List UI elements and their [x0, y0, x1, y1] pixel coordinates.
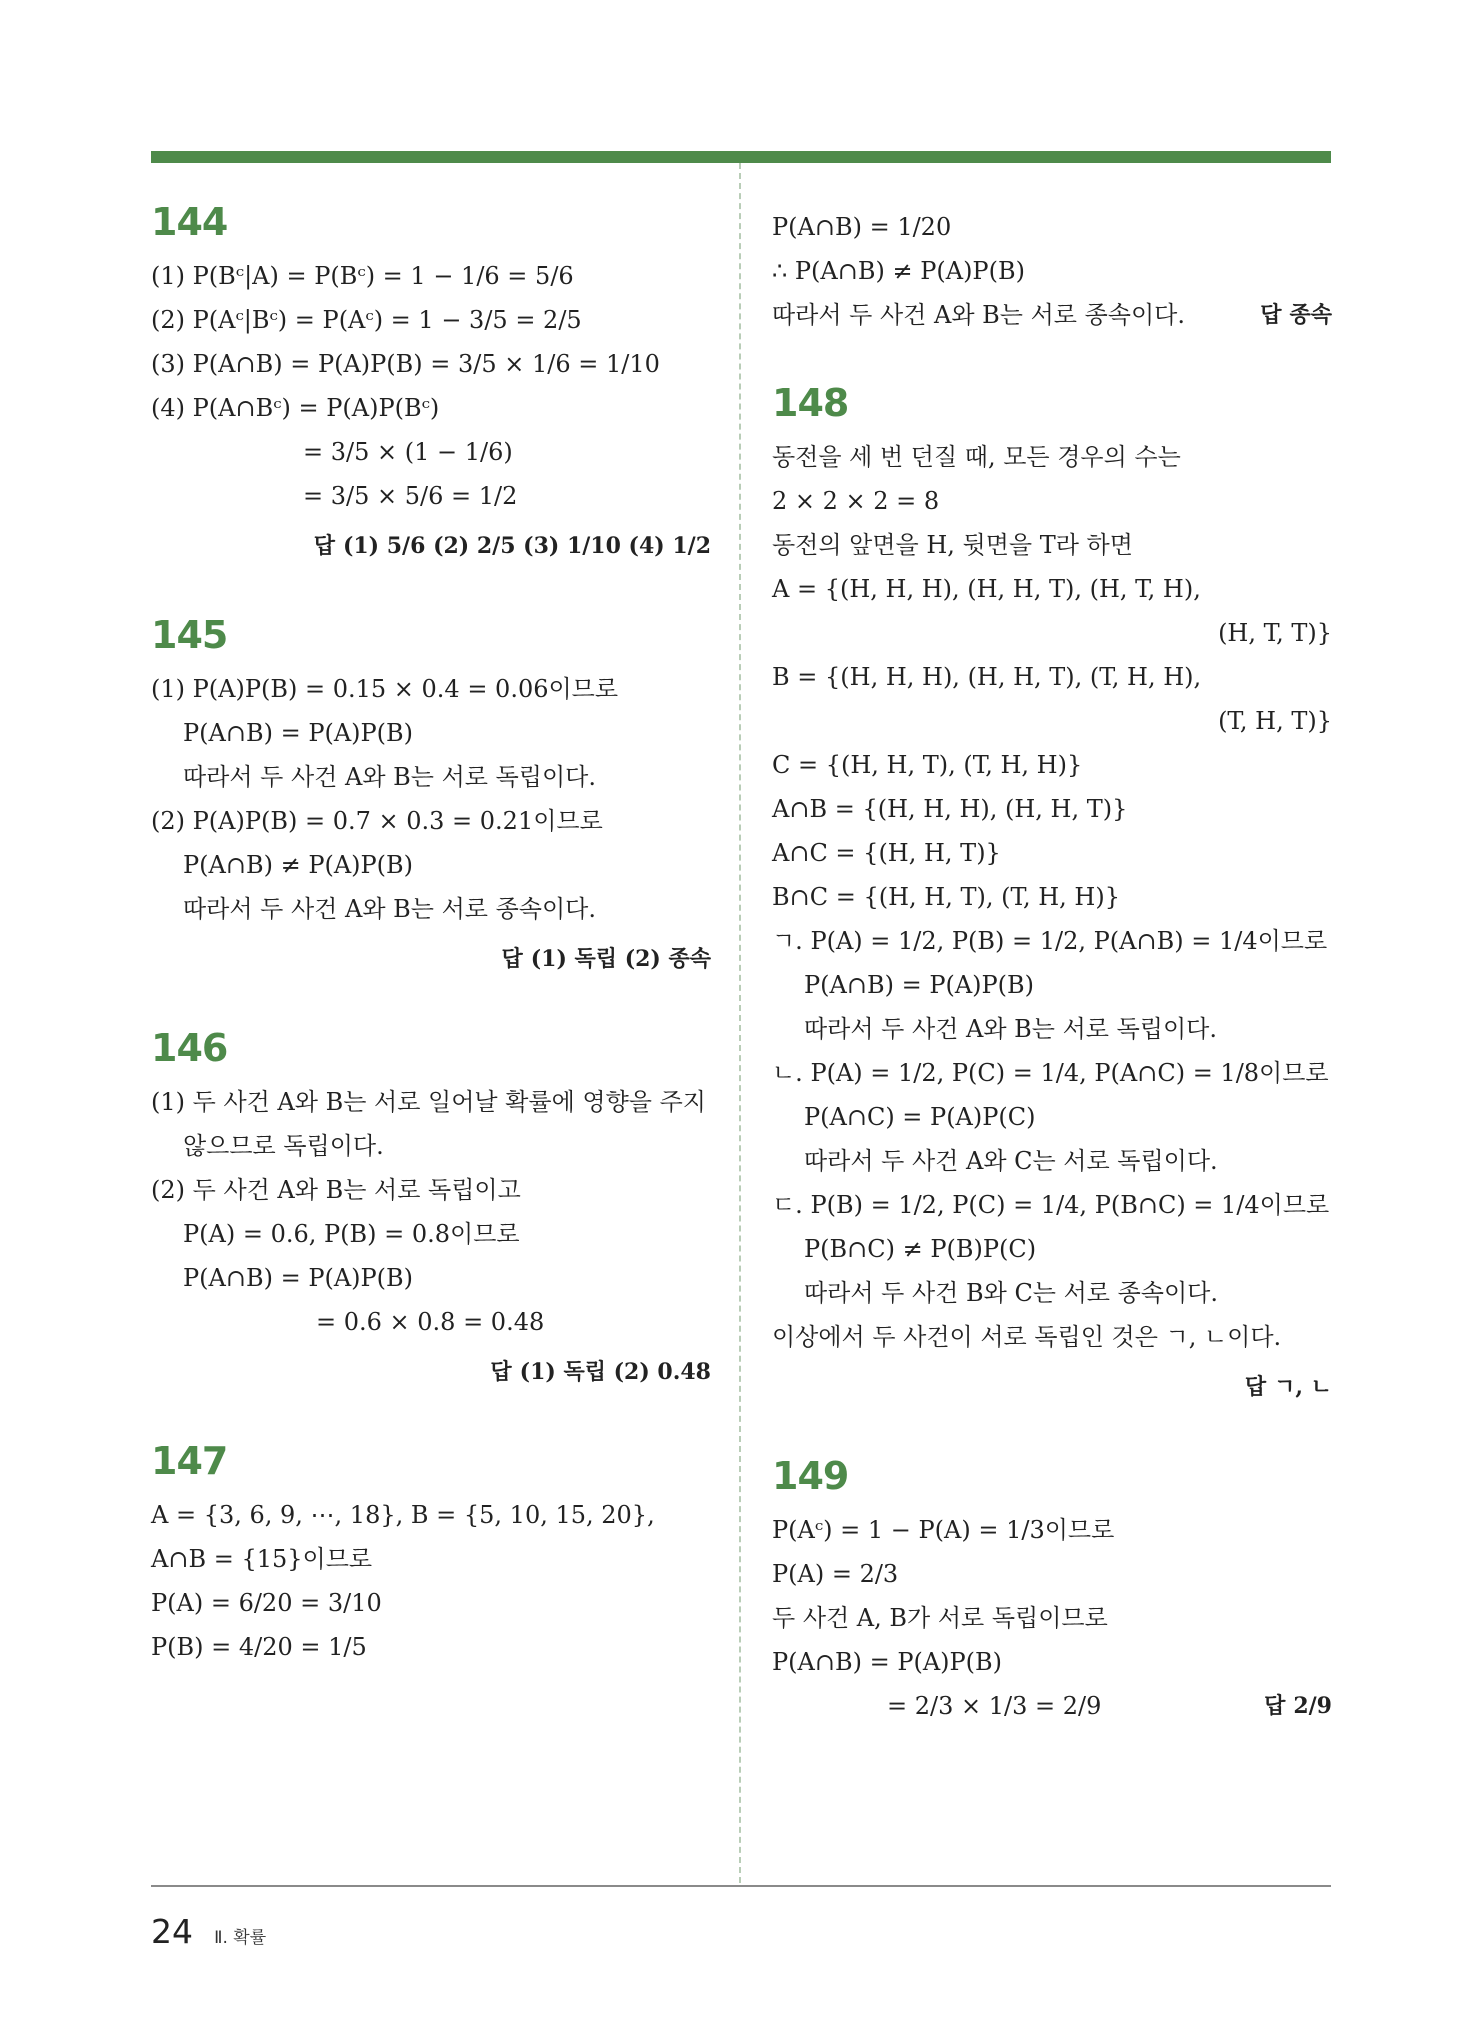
solution-line: (2) 두 사건 A와 B는 서로 독립이고 — [151, 1176, 521, 1204]
answer — [1264, 1684, 1332, 1729]
section-title: Ⅱ. 확률 — [214, 1928, 267, 1948]
solution-line: C = {(H, H, T), (T, H, H)} — [772, 751, 1083, 779]
problem-number: 145 — [151, 613, 228, 657]
solution-text: = 2/3 × 1/3 = 2/9 — [887, 1692, 1102, 1720]
solution-line: ∴ P(A∩B) ≠ P(A)P(B) — [772, 257, 1025, 285]
solution-line: ㄱ. P(A) = 1/2, P(B) = 1/2, P(A∩B) = 1/4이므로 — [772, 927, 1328, 955]
solution-line — [772, 293, 1332, 337]
solution-line: P(A) = 0.6, P(B) = 0.8이므로 — [183, 1220, 520, 1248]
solution-line: 따라서 두 사건 A와 C는 서로 독립이다. — [804, 1147, 1218, 1175]
problem-number: 147 — [151, 1439, 228, 1483]
solution-line: P(Aᶜ) = 1 − P(A) = 1/3이므로 — [772, 1516, 1115, 1544]
answer-label: 답 — [313, 534, 335, 559]
solution-line: P(A∩B) ≠ P(A)P(B) — [183, 851, 414, 879]
answer-value: 종속 — [1289, 302, 1332, 328]
solution-line: = 0.6 × 0.8 = 0.48 — [316, 1308, 545, 1336]
answer-label: 답 — [501, 947, 523, 972]
problem-145 — [151, 613, 711, 982]
solution-line: ㄴ. P(A) = 1/2, P(C) = 1/4, P(A∩C) = 1/8이므로 — [772, 1059, 1329, 1087]
solution-line: A∩B = {15}이므로 — [151, 1545, 373, 1573]
problem-147-continued — [772, 205, 1332, 337]
solution-line: B∩C = {(H, H, T), (T, H, H)} — [772, 883, 1120, 911]
solution-line: A∩C = {(H, H, T)} — [772, 839, 1001, 867]
solution-line: P(A) = 2/3 — [772, 1560, 899, 1588]
answer-label: 답 — [1244, 1375, 1267, 1400]
answer-label: 답 — [490, 1360, 512, 1385]
solution-line: 2 × 2 × 2 = 8 — [772, 487, 940, 515]
solution-line: 따라서 두 사건 A와 B는 서로 독립이다. — [804, 1015, 1217, 1043]
solution-text: 따라서 두 사건 A와 B는 서로 종속이다. — [772, 301, 1185, 329]
solution-line: P(B) = 4/20 = 1/5 — [151, 1633, 367, 1661]
solution-line — [772, 1684, 1332, 1728]
problem-147 — [151, 1439, 711, 1669]
page-number: 24 — [151, 1912, 193, 1951]
solution-line: (2) P(A)P(B) = 0.7 × 0.3 = 0.21이므로 — [151, 807, 603, 835]
solution-line: 두 사건 A, B가 서로 독립이므로 — [772, 1604, 1108, 1632]
solution-line: ㄷ. P(B) = 1/2, P(C) = 1/4, P(B∩C) = 1/4이므로 — [772, 1191, 1330, 1219]
answer — [151, 1350, 711, 1395]
solution-line: P(A∩C) = P(A)P(C) — [804, 1103, 1036, 1131]
answer-value: (1) 독립 (2) 0.48 — [519, 1359, 711, 1385]
solution-line: P(A∩B) = P(A)P(B) — [183, 1264, 414, 1292]
solution-line: = 3/5 × (1 − 1/6) — [303, 438, 513, 466]
problem-148 — [772, 381, 1332, 1410]
answer — [772, 1365, 1332, 1410]
solution-line: 따라서 두 사건 A와 B는 서로 종속이다. — [183, 895, 596, 923]
solution-line: 이상에서 두 사건이 서로 독립인 것은 ㄱ, ㄴ이다. — [772, 1323, 1282, 1351]
answer-value: ㄱ, ㄴ — [1274, 1374, 1332, 1400]
solution-line: (1) P(A)P(B) = 0.15 × 0.4 = 0.06이므로 — [151, 675, 619, 703]
solution-line: P(A∩B) = P(A)P(B) — [183, 719, 414, 747]
solution-line: (T, H, T)} — [1218, 707, 1332, 735]
left-column — [151, 200, 711, 1713]
column-divider — [739, 163, 741, 1883]
problem-number: 144 — [151, 200, 228, 244]
solution-line: P(A∩B) = 1/20 — [772, 213, 952, 241]
answer — [1260, 293, 1332, 338]
problem-number: 146 — [151, 1026, 228, 1070]
solution-line: (H, T, T)} — [1218, 619, 1332, 647]
answer-label: 답 — [1260, 303, 1282, 328]
solution-line: 않으므로 독립이다. — [183, 1132, 384, 1160]
solution-line: 동전의 앞면을 H, 뒷면을 T라 하면 — [772, 531, 1133, 559]
problem-146 — [151, 1026, 711, 1395]
solution-line: A∩B = {(H, H, H), (H, H, T)} — [772, 795, 1128, 823]
problem-number: 149 — [772, 1454, 849, 1498]
answer-value: 2/9 — [1293, 1693, 1332, 1719]
solution-line: A = {3, 6, 9, ⋯, 18}, B = {5, 10, 15, 20}, — [151, 1501, 655, 1529]
solution-line: P(A∩B) = P(A)P(B) — [804, 971, 1035, 999]
solution-line: B = {(H, H, H), (H, H, T), (T, H, H), — [772, 663, 1202, 691]
problem-144 — [151, 200, 711, 569]
solution-line: (2) P(Aᶜ|Bᶜ) = P(Aᶜ) = 1 − 3/5 = 2/5 — [151, 306, 582, 334]
solution-line: 동전을 세 번 던질 때, 모든 경우의 수는 — [772, 443, 1181, 471]
solution-line: P(A) = 6/20 = 3/10 — [151, 1589, 382, 1617]
solution-line: = 3/5 × 5/6 = 1/2 — [303, 482, 518, 510]
right-column — [772, 205, 1332, 1772]
problem-149 — [772, 1454, 1332, 1728]
top-green-bar — [151, 151, 1331, 163]
answer-label: 답 — [1264, 1694, 1286, 1719]
footer-rule — [151, 1885, 1331, 1887]
solution-line: A = {(H, H, H), (H, H, T), (H, T, H), — [772, 575, 1201, 603]
problem-number: 148 — [772, 381, 849, 425]
solution-line: P(B∩C) ≠ P(B)P(C) — [804, 1235, 1037, 1263]
answer-value: (1) 5/6 (2) 2/5 (3) 1/10 (4) 1/2 — [342, 533, 711, 559]
solution-line: (4) P(A∩Bᶜ) = P(A)P(Bᶜ) — [151, 394, 440, 422]
solution-line: 따라서 두 사건 B와 C는 서로 종속이다. — [804, 1279, 1218, 1307]
solution-line: P(A∩B) = P(A)P(B) — [772, 1648, 1003, 1676]
solution-line: (3) P(A∩B) = P(A)P(B) = 3/5 × 1/6 = 1/10 — [151, 350, 660, 378]
solution-line: (1) P(Bᶜ|A) = P(Bᶜ) = 1 − 1/6 = 5/6 — [151, 262, 574, 290]
solution-line: (1) 두 사건 A와 B는 서로 일어날 확률에 영향을 주지 — [151, 1088, 706, 1116]
solution-line: 따라서 두 사건 A와 B는 서로 독립이다. — [183, 763, 596, 791]
answer — [151, 937, 711, 982]
answer-value: (1) 독립 (2) 종속 — [530, 946, 711, 972]
answer — [151, 524, 711, 569]
page-footer — [151, 1912, 266, 1951]
